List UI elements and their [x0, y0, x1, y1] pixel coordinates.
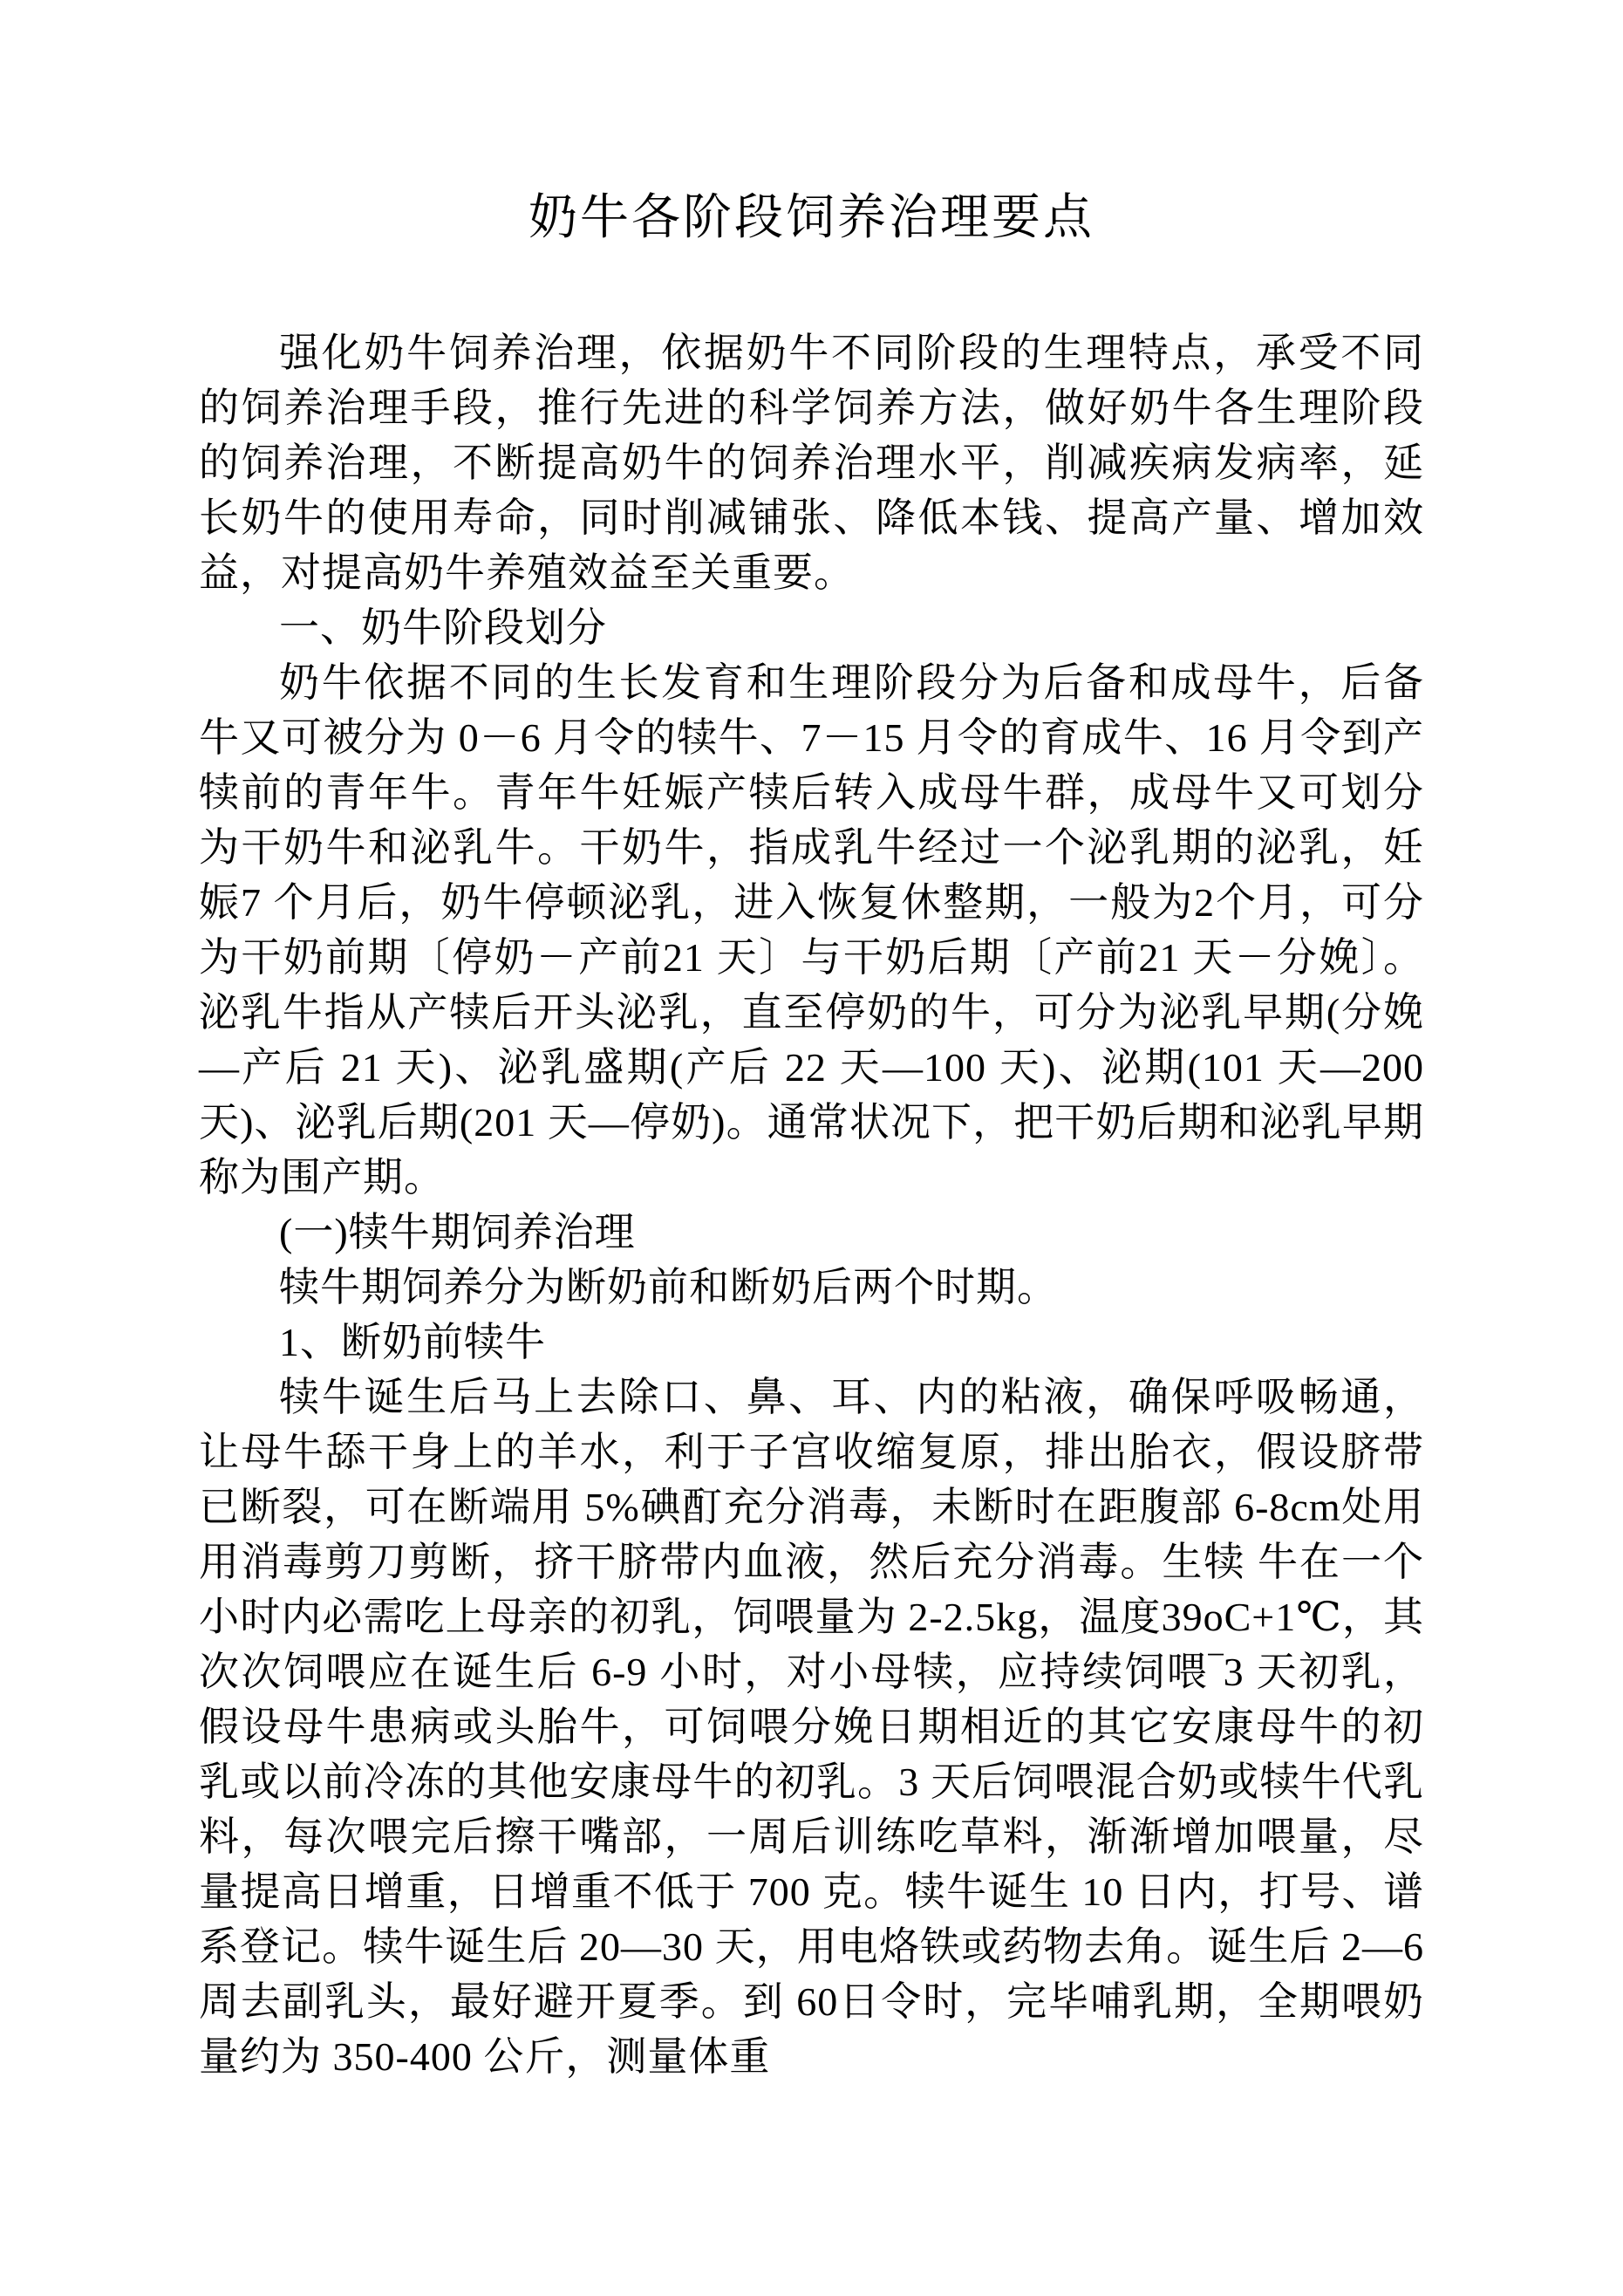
subsection-heading-calf-period: (一)犊牛期饲养治理: [279, 1210, 636, 1254]
stage-division-paragraph: 奶牛依据不同的生长发育和生理阶段分为后备和成母牛，后备牛又可被分为 0－6 月令的犊牛、7－15 月令的育成牛、16 月令到产犊前的青年牛。青年牛妊娠产犊后转入成母牛群，成母牛又可划分为干奶牛和泌乳牛。干奶牛，指成乳牛经过一个泌乳期的泌乳，妊娠7 个月后，奶牛停顿泌乳，进入恢复休整期，一般为2个月，可分为干奶前期〔停奶－产前21 天〕与干奶后期〔产前21 天－分娩〕。泌乳牛指从产犊后开头泌乳，直至停奶的牛，可分为泌乳早期(分娩—产后 21 天)、泌乳盛期(产后 22 天—100 天)、泌期(101 天—200 天)、泌乳后期(201 天—停奶)。通常状况下，把干奶后期和泌乳早期称为围产期。: [199, 660, 1424, 1199]
intro-paragraph: 强化奶牛饲养治理，依据奶牛不同阶段的生理特点，承受不同的饲养治理手段，推行先进的科学饲养方法，做好奶牛各生理阶段的饲养治理，不断提高奶牛的饲养治理水平，削减疾病发病率，延长奶牛的使用寿命，同时削减铺张、降低本钱、提高产量、增加效益，对提高奶牛养殖效益至关重要。: [199, 331, 1424, 595]
document-title: 奶牛各阶段饲养治理要点: [528, 189, 1095, 246]
section-heading-stage-division: 一、奶牛阶段划分: [279, 605, 607, 650]
calf-period-intro-paragraph: 犊牛期饲养分为断奶前和断奶后两个时期。: [279, 1265, 1058, 1309]
pre-weaning-calf-paragraph: 犊牛诞生后马上去除口、鼻、耳、内的粘液，确保呼吸畅通，让母牛舔干身上的羊水，利于子宫收缩复原，排出胎衣，假设脐带已断裂，可在断端用 5%碘酊充分消毒，未断时在距腹部 6-8cm处用用消毒剪刀剪断，挤干脐带内血液，然后充分消毒。生犊 牛在一个小时内必需吃上母亲的初乳，饲喂量为 2-2.5kg，温度39oC+1℃，其次次饲喂应在诞生后 6-9 小时，对小母犊，应持续饲喂‾3 天初乳，假设母牛患病或头胎牛，可饲喂分娩日期相近的其它安康母牛的初乳或以前冷冻的其他安康母牛的初乳。3 天后饲喂混合奶或犊牛代乳料，每次喂完后擦干嘴部，一周后训练吃草料，渐渐增加喂量，尽量提高日增重，日增重不低于 700 克。犊牛诞生 10 日内，打号、谱系登记。犊牛诞生后 20—30 天，用电烙铁或药物去角。诞生后 2—6 周去副乳头，最好避开夏季。到 60日令时，完毕哺乳期，全期喂奶量约为 350-400 公斤，测量体重: [199, 1375, 1424, 2079]
document-body: [199, 325, 1424, 2084]
subsection-heading-pre-weaning-calf: 1、断奶前犊牛: [279, 1320, 546, 1364]
